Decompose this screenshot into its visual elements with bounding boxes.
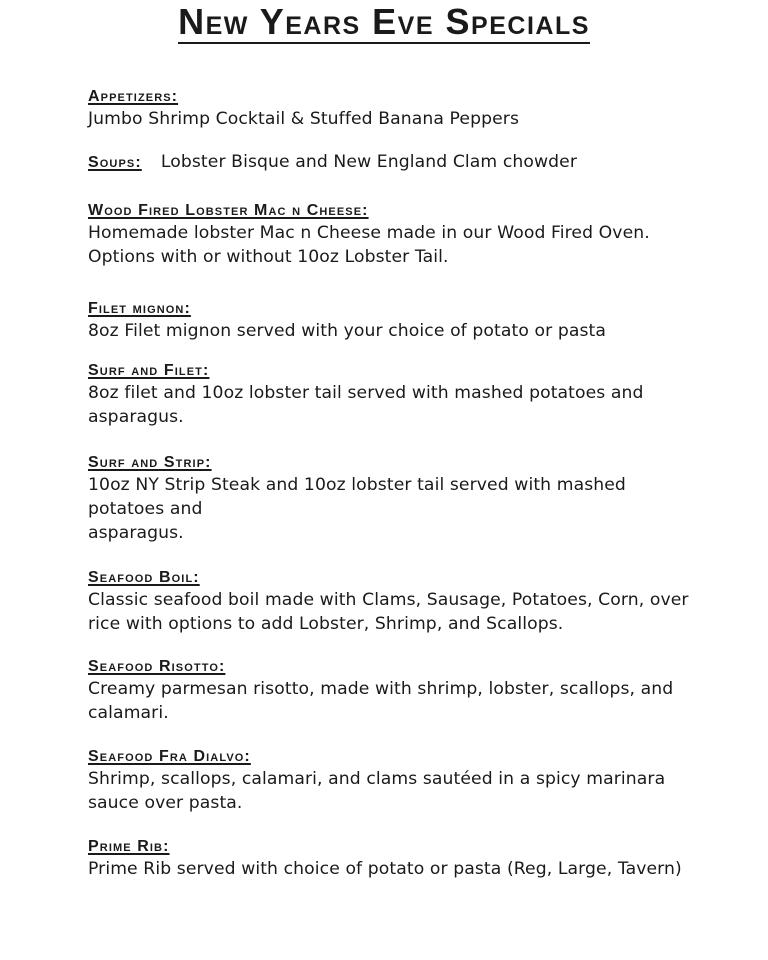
section-heading: Soups: xyxy=(88,154,142,171)
section-description: Creamy parmesan risotto, made with shrimp, lobster, scallops, and calamari. xyxy=(88,679,674,723)
section-heading: Wood Fired Lobster Mac n Cheese: xyxy=(88,202,369,219)
section-heading: Seafood Boil: xyxy=(88,569,200,586)
section-description: 8oz filet and 10oz lobster tail served with mashed potatoes and asparagus. xyxy=(88,383,644,427)
section-heading: Seafood Fra Dialvo: xyxy=(88,748,251,765)
section-description: 10oz NY Strip Steak and 10oz lobster tail served with mashed potatoes and asparagus. xyxy=(88,475,626,543)
menu-section-lobster-mac xyxy=(88,200,728,269)
section-heading: Surf and Strip: xyxy=(88,454,212,471)
section-description: Jumbo Shrimp Cocktail & Stuffed Banana Peppers xyxy=(88,109,519,129)
page-title xyxy=(0,2,768,42)
menu-section-filet-mignon xyxy=(88,298,728,343)
section-description: Shrimp, scallops, calamari, and clams sautéed in a spicy marinara sauce over pasta. xyxy=(88,769,666,813)
section-heading: Filet mignon: xyxy=(88,300,191,317)
menu-section-soups xyxy=(88,150,728,174)
section-heading: Prime Rib: xyxy=(88,838,170,855)
menu-section-appetizers xyxy=(88,86,728,131)
section-description: 8oz Filet mignon served with your choice of potato or pasta xyxy=(88,321,607,341)
section-heading: Appetizers: xyxy=(88,88,179,105)
section-description: Prime Rib served with choice of potato or pasta (Reg, Large, Tavern) xyxy=(88,859,682,879)
section-description: Lobster Bisque and New England Clam chowder xyxy=(160,152,578,172)
menu-section-seafood-risotto xyxy=(88,656,728,725)
menu-section-surf-and-filet xyxy=(88,360,728,429)
page-title-text: New Years Eve Specials xyxy=(178,1,590,42)
menu-section-seafood-fra-dialvo xyxy=(88,746,728,815)
menu-section-seafood-boil xyxy=(88,567,728,636)
section-heading: Seafood Risotto: xyxy=(88,658,226,675)
section-description: Classic seafood boil made with Clams, Sausage, Potatoes, Corn, over rice with options to add Lobster, Shrimp, and Scallops. xyxy=(88,590,689,634)
section-description: Homemade lobster Mac n Cheese made in our Wood Fired Oven. Options with or without 10oz Lobster Tail. xyxy=(88,223,650,267)
menu-section-surf-and-strip xyxy=(88,452,728,545)
section-heading: Surf and Filet: xyxy=(88,362,210,379)
menu-section-prime-rib xyxy=(88,836,728,881)
